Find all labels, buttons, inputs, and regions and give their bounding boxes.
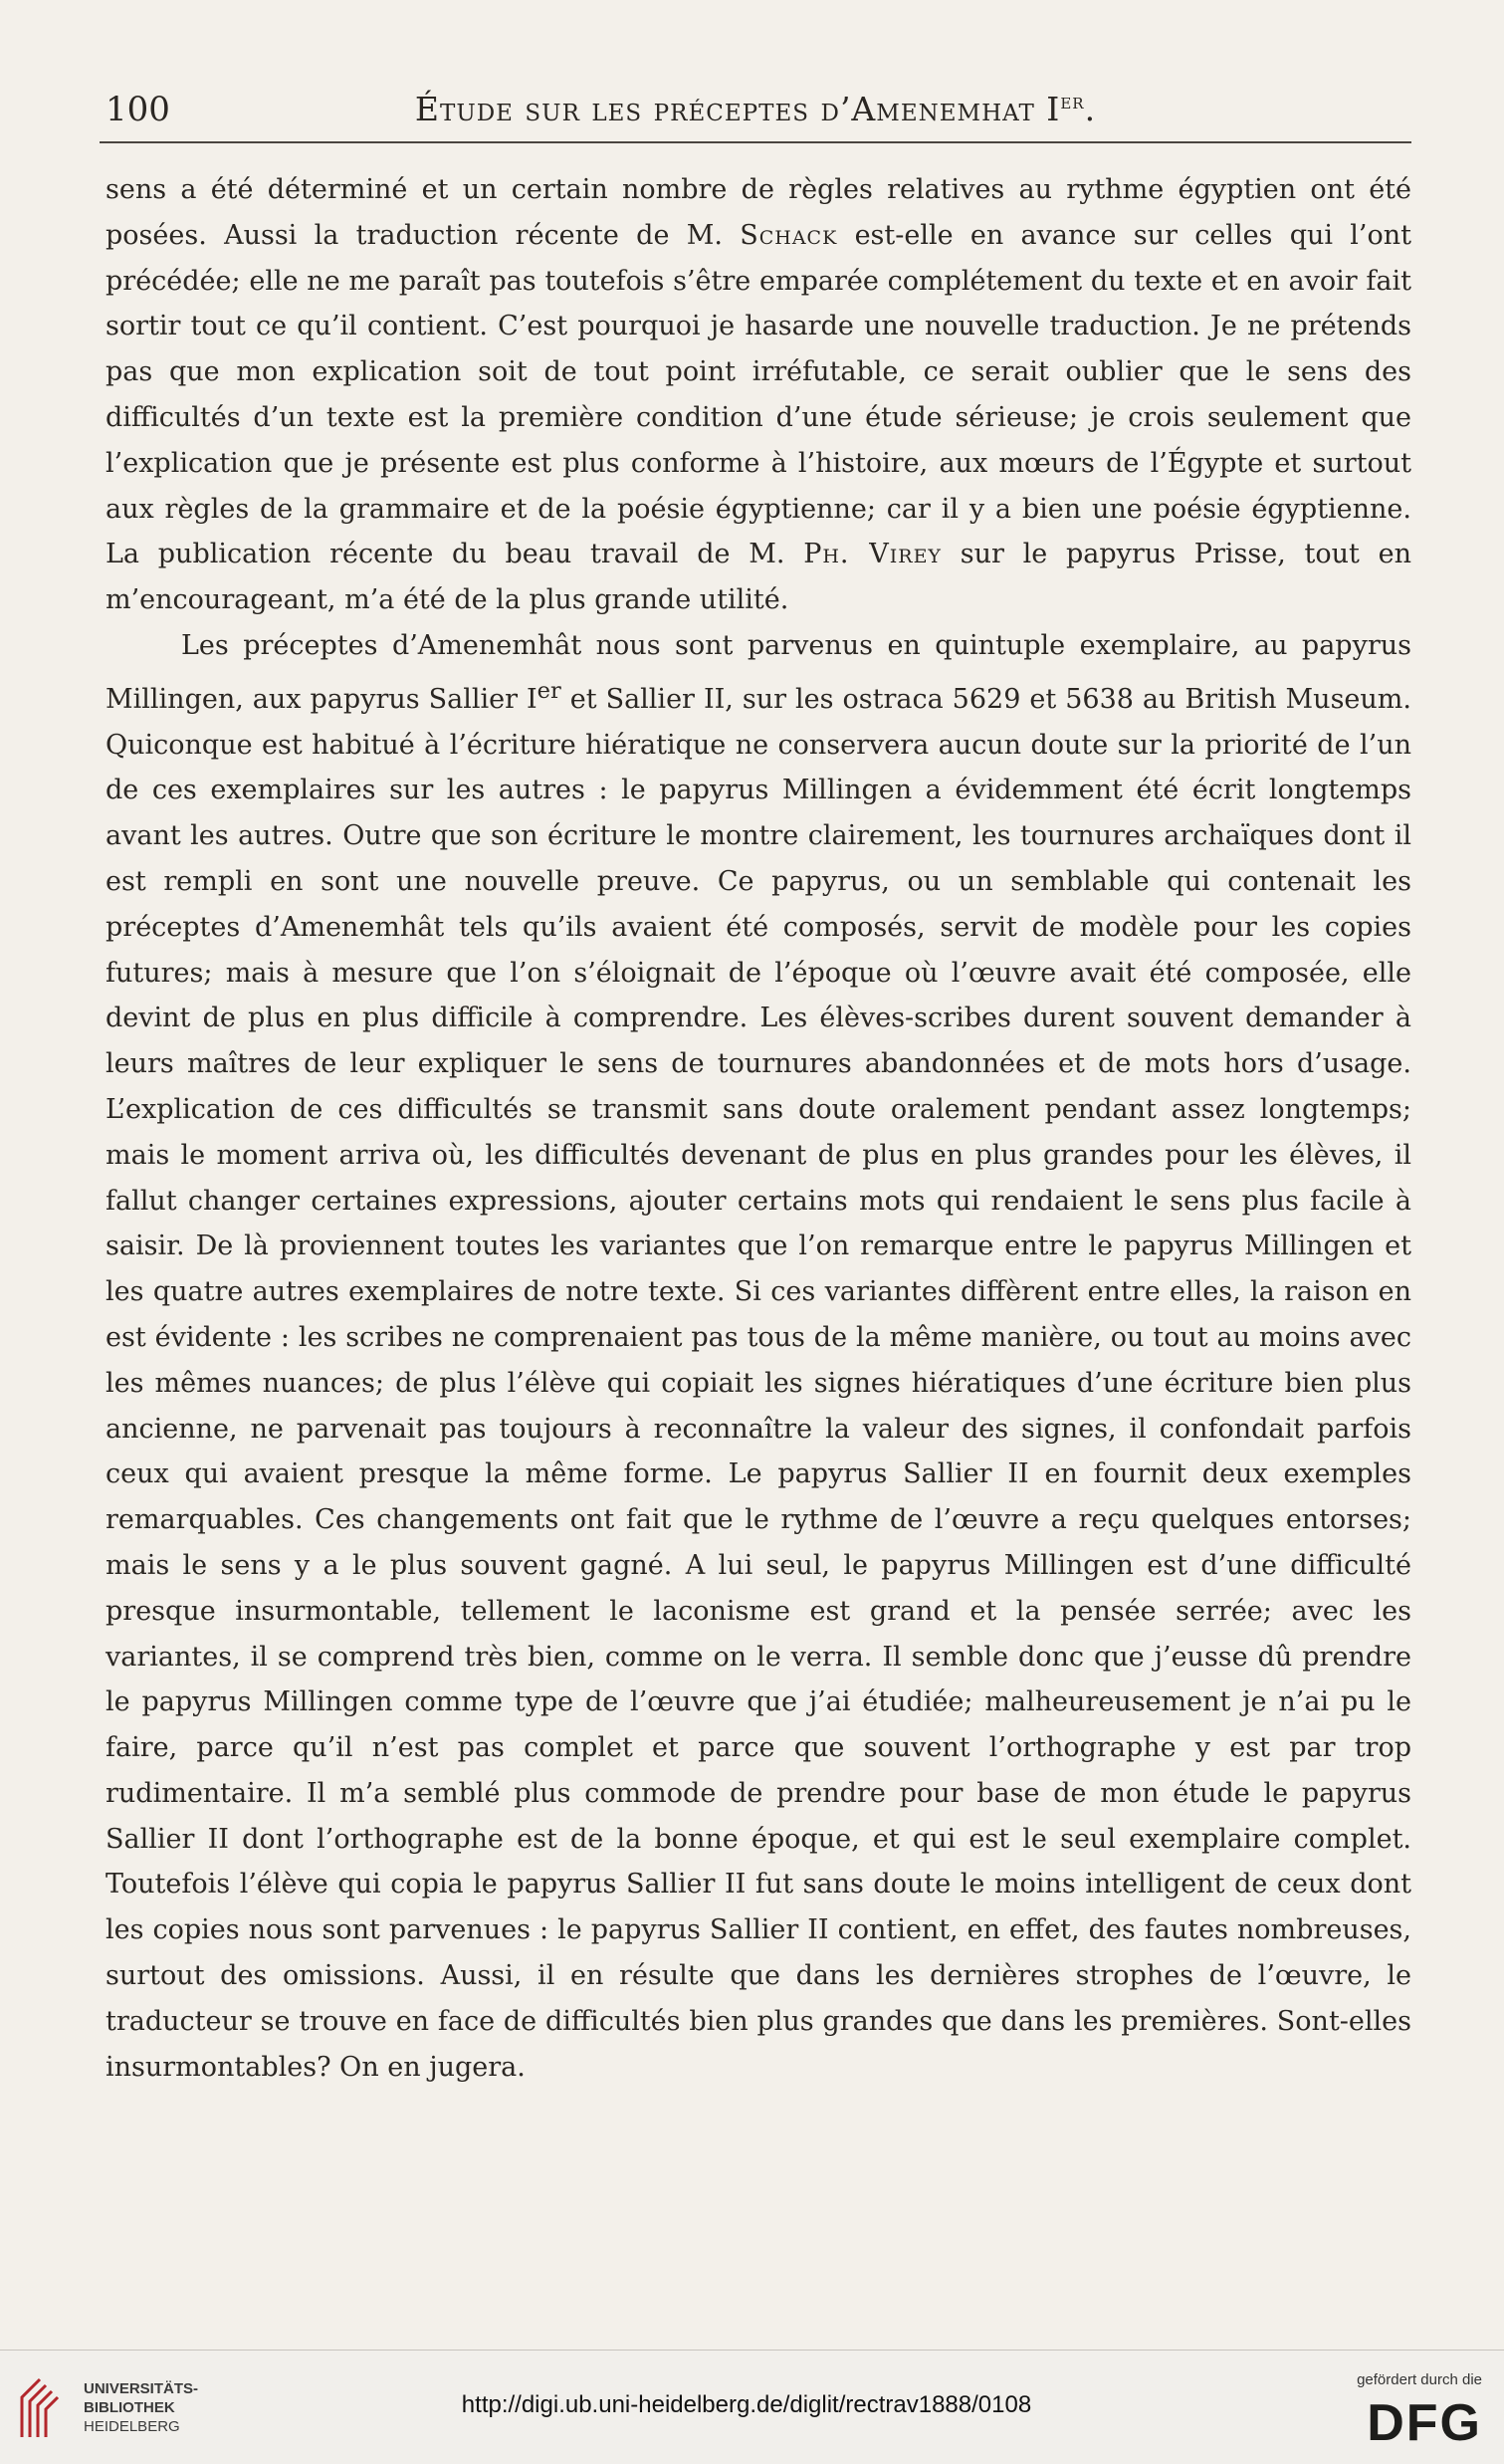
author-name-schack: Schack — [740, 219, 838, 251]
sponsor-caption: gefördert durch die — [1357, 2371, 1482, 2388]
library-name-line-3: HEIDELBERG — [84, 2418, 180, 2435]
library-name-line-2: BIBLIOTHEK — [84, 2399, 175, 2416]
page-number: 100 — [106, 90, 170, 129]
university-library-logo-icon[interactable] — [18, 2375, 74, 2439]
library-name-line-1: UNIVERSITÄTS- — [84, 2380, 199, 2397]
running-title-period: . — [1084, 90, 1097, 128]
footer-bar — [0, 2350, 1504, 2464]
paragraph-1-text-a: sens a été déterminé et un certain nombre de règles relatives au rythme égyptien ont été posées. Aussi la traduction récente de M. — [106, 174, 1411, 251]
paragraph-1 — [106, 167, 1411, 623]
running-title-text: Étude sur les préceptes d’Amenemhat I — [414, 90, 1061, 128]
dfg-logo[interactable]: DFG — [1367, 2394, 1482, 2452]
page-header — [100, 90, 1411, 139]
paragraph-2 — [106, 623, 1411, 2091]
running-title-superscript: er — [1060, 90, 1085, 114]
author-name-virey: Ph. Virey — [803, 539, 942, 570]
paragraph-2-text-a: Les préceptes d’Amenemhât nous sont parvenus en quintuple exemplaire, au papyrus Millingen, aux papyrus Sallier I — [106, 629, 1411, 715]
header-rule — [100, 141, 1411, 143]
paragraph-1-text-b: est-elle en avance sur celles qui l’ont précédée; elle ne me paraît pas toutefois s’être emparée complétement du texte et en avoir fait sortir tout ce qu’il contient. C’est pourquoi je hasarde une nouvelle traduction. Je ne prétends pas que mon explication soit de tout point irréfutable, ce serait oublier que le sens des difficultés d’un texte est la première condition d’une étude sérieuse; je crois seulement que l’explication que je présente est plus conforme à l’histoire, aux mœurs de l’Égypte et surtout aux règles de la grammaire et de la poésie égyptienne; car il y a bien une poésie égyptienne. La publication récente du beau travail de M. — [106, 219, 1412, 570]
permalink-url[interactable]: http://digi.ub.uni-heidelberg.de/diglit/rectrav1888/0108 — [461, 2391, 1032, 2418]
running-title — [100, 90, 1411, 128]
paragraph-2-text-b: et Sallier II, sur les ostraca 5629 et 5638 au British Museum. Quiconque est habitué à l’écriture hiératique ne conservera aucun doute sur la priorité de l’un de ces exemplaires sur les autres : le papyrus Millingen a évidemment été écrit longtemps avant les autres. Outre que son écriture le montre clairement, les tournures archaïques dont il est rempli en sont une nouvelle preuve. Ce papyrus, ou un semblable qui contenait les préceptes d’Amenemhât tels qu’ils avaient été composés, servit de modèle pour les copies futures; mais à mesure que l’on s’éloignait de l’époque où l’œuvre avait été composée, elle devint de plus en plus difficile à comprendre. Les élèves-scribes durent souvent demander à leurs maîtres de leur expliquer le sens de tournures abandonnées et de mots hors d’usage. L’explication de ces difficultés se transmit sans doute oralement pendant assez longtemps; mais le moment arriva où, les difficultés devenant de plus en plus grandes pour les élèves, il fallut changer certaines expressions, ajouter certains mots qui rendaient le sens plus facile à saisir. De là proviennent toutes les variantes que l’on remarque entre le papyrus Millingen et les quatre autres exemplaires de notre texte. Si ces variantes diffèrent entre elles, la raison en est évidente : les scribes ne comprenaient pas tous de la même manière, ou tout au moins avec les mêmes nuances; de plus l’élève qui copiait les signes hiératiques d’une écriture bien plus ancienne, ne parvenait pas toujours à reconnaître la valeur des signes, il confondait parfois ceux qui avaient presque la même forme. Le papyrus Sallier II en fournit deux exemples remarquables. Ces changements ont fait que le rythme de l’œuvre a reçu quelques entorses; mais le sens y a le plus souvent gagné. A lui seul, le papyrus Millingen est d’une difficulté presque insurmontable, tellement le laconisme est grand et la pensée serrée; avec les variantes, il se comprend très bien, comme on le verra. Il semble donc que j’eusse dû prendre le papyrus Millingen comme type de l’œuvre que j’ai étudiée; malheureusement je n’ai pu le faire, parce qu’il n’est pas complet et parce que souvent l’orthographe y est par trop rudimentaire. Il m’a semblé plus commode de prendre pour base de mon étude le papyrus Sallier II dont l’orthographe est de la bonne époque, et qui est le seul exemplaire complet. Toutefois l’élève qui copia le papyrus Sallier II fut sans doute le moins intelligent de ceux dont les copies nous sont parvenues : le papyrus Sallier II contient, en effet, des fautes nombreuses, surtout des omissions. Aussi, il en résulte que dans les dernières strophes de l’œuvre, le traducteur se trouve en face de difficultés bien plus grandes que dans les premières. Sont-elles insurmontables? On en jugera. — [106, 683, 1411, 2083]
paragraph-2-superscript: er — [537, 677, 561, 704]
footer-rule — [0, 2350, 1504, 2351]
body-text — [106, 167, 1411, 2090]
university-library-name — [84, 2379, 198, 2436]
paragraph-1-text-c: sur le papyrus Prisse, tout en m’encourageant, m’a été de la plus grande utilité. — [106, 539, 1412, 616]
